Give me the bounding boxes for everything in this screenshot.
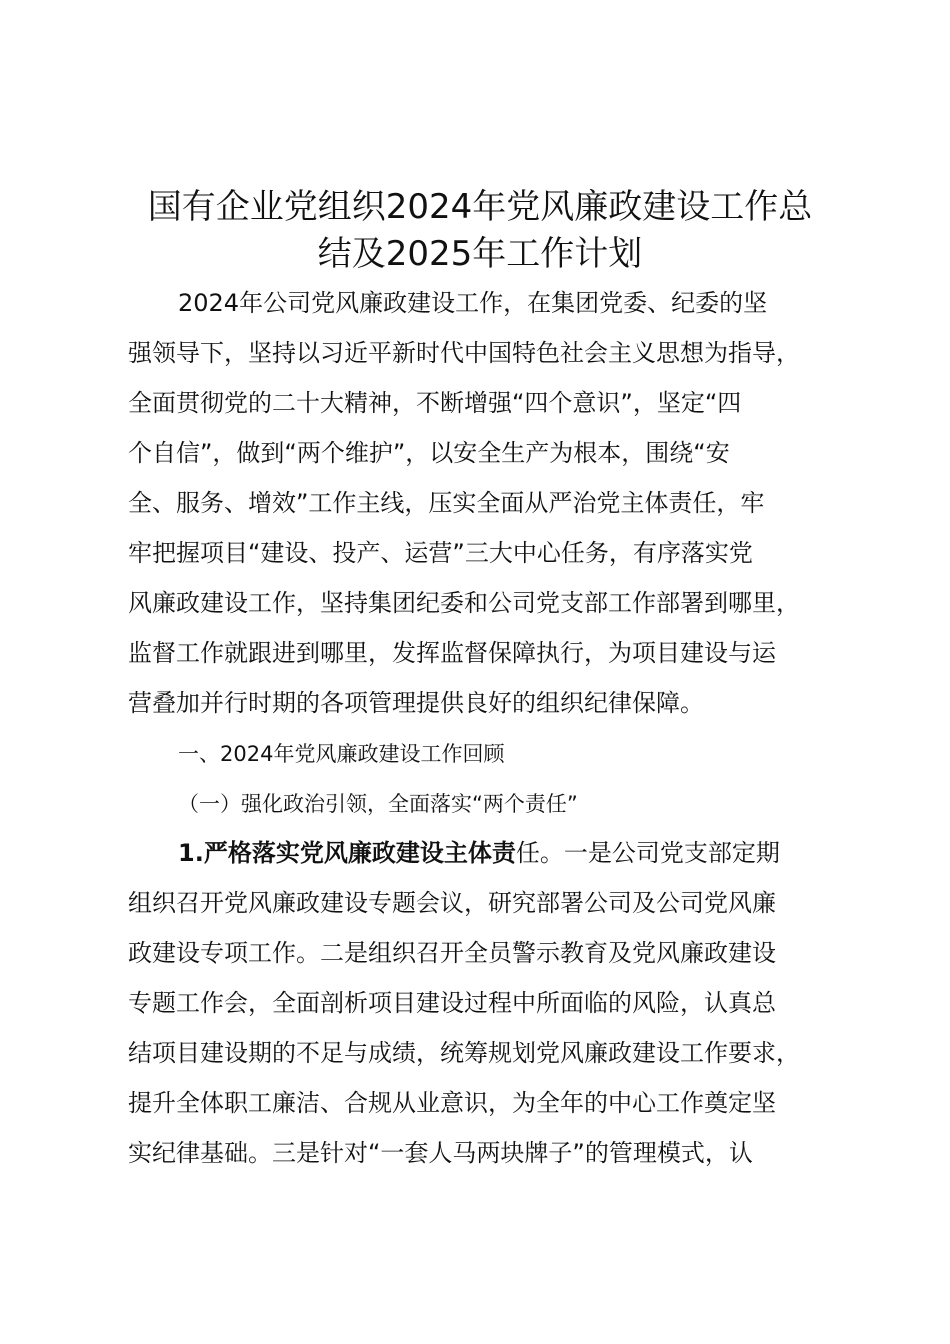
body-line-5: 提升全体职工廉洁、合规从业意识，为全年的中心工作奠定坚 xyxy=(128,1089,776,1117)
item-1-rest: 任。一是公司党支部定期 xyxy=(515,839,780,867)
item-1-first-line xyxy=(178,836,780,870)
body-line-2: 政建设专项工作。二是组织召开全员警示教育及党风廉政建设 xyxy=(128,939,776,967)
section-heading-2: （一）强化政治引领，全面落实“两个责任” xyxy=(178,792,578,816)
intro-line-5: 全、服务、增效”工作主线，压实全面从严治党主体责任，牢 xyxy=(128,489,765,517)
section-heading-1: 一、2024年党风廉政建设工作回顾 xyxy=(178,742,505,766)
intro-line-2: 强领导下，坚持以习近平新时代中国特色社会主义思想为指导， xyxy=(128,339,800,367)
intro-line-1: 2024年公司党风廉政建设工作，在集团党委、纪委的坚 xyxy=(178,289,768,317)
intro-line-7: 风廉政建设工作，坚持集团纪委和公司党支部工作部署到哪里， xyxy=(128,589,800,617)
intro-line-6: 牢把握项目“建设、投产、运营”三大中心任务，有序落实党 xyxy=(128,539,753,567)
intro-line-3: 全面贯彻党的二十大精神，不断增强“四个意识”，坚定“四 xyxy=(128,389,742,417)
body-line-1: 组织召开党风廉政建设专题会议，研究部署公司及公司党风廉 xyxy=(128,889,776,917)
document-title-line-2: 结及2025年工作计划 xyxy=(317,234,643,274)
document-title-line-1: 国有企业党组织2024年党风廉政建设工作总 xyxy=(147,187,813,227)
body-line-3: 专题工作会，全面剖析项目建设过程中所面临的风险，认真总 xyxy=(128,989,776,1017)
intro-line-8: 监督工作就跟进到哪里，发挥监督保障执行，为项目建设与运 xyxy=(128,639,776,667)
body-line-6: 实纪律基础。三是针对“一套人马两块牌子”的管理模式，认 xyxy=(128,1139,753,1167)
intro-line-9: 营叠加并行时期的各项管理提供良好的组织纪律保障。 xyxy=(128,689,704,717)
item-1-bold-title: 1.严格落实党风廉政建设主体责 xyxy=(178,839,516,867)
body-line-4: 结项目建设期的不足与成绩，统筹规划党风廉政建设工作要求， xyxy=(128,1039,800,1067)
intro-line-4: 个自信”，做到“两个维护”，以安全生产为根本，围绕“安 xyxy=(128,439,730,467)
